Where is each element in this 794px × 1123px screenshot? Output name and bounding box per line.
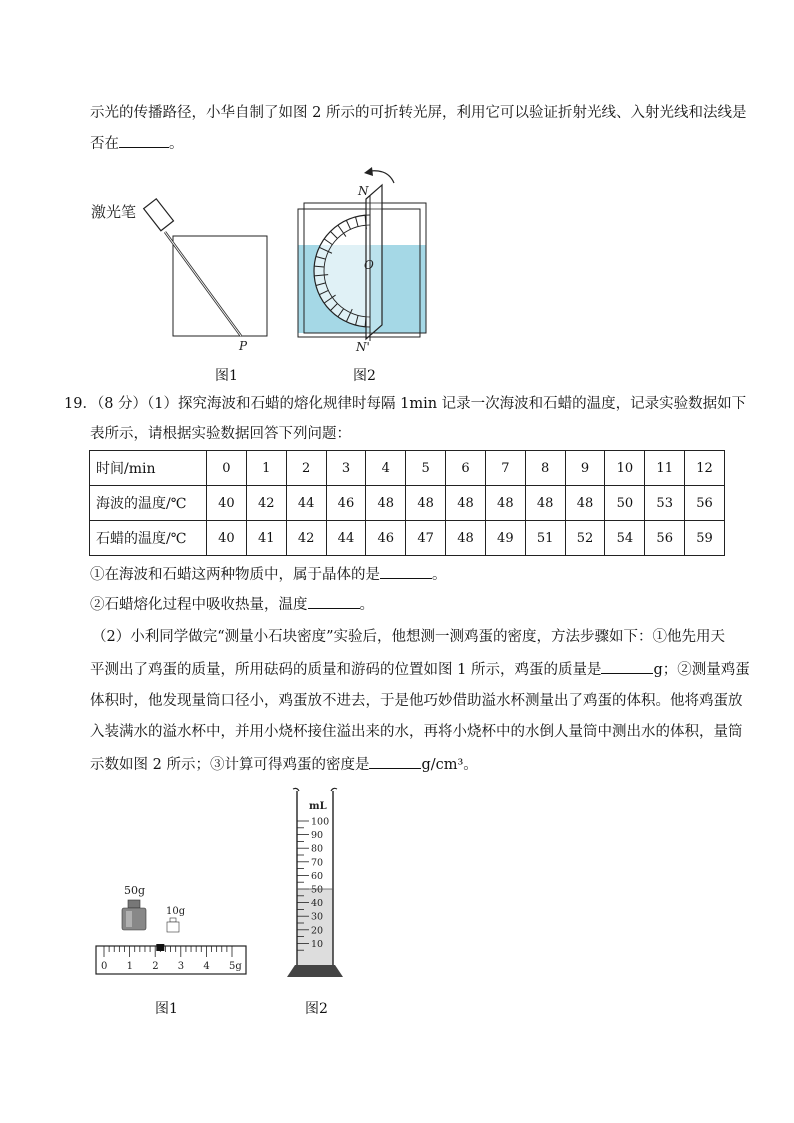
table-cell: 42	[286, 521, 326, 556]
figure-caption: 图2	[353, 368, 376, 384]
cylinder-tick-label: 70	[311, 857, 324, 869]
table-cell: 5	[406, 451, 446, 486]
cylinder-tick-label: 60	[311, 870, 324, 882]
cylinder-tick-label: 30	[311, 911, 324, 923]
weight-10g-label: 10g	[166, 906, 186, 917]
table-cell: 48	[366, 486, 406, 521]
paragraph-line	[90, 754, 478, 775]
sub-question	[90, 564, 447, 585]
cylinder-base	[287, 965, 343, 977]
table-cell: 46	[326, 486, 366, 521]
table-cell: 54	[605, 521, 645, 556]
table-cell: 52	[565, 521, 605, 556]
table-cell: 59	[685, 521, 725, 556]
text-segment: 示数如图 2 所示；③计算可得鸡蛋的密度是	[90, 757, 370, 773]
row-header: 石蜡的温度/℃	[90, 521, 207, 556]
data-table	[89, 450, 725, 556]
text-segment: 。	[169, 136, 184, 152]
cylinder-unit: mL	[309, 801, 327, 812]
table-cell: 4	[366, 451, 406, 486]
rider-tick-label: 4	[203, 961, 210, 972]
table-cell: 9	[565, 451, 605, 486]
table-cell: 0	[207, 451, 247, 486]
table-cell: 49	[485, 521, 525, 556]
paragraph-line: 体积时，他发现量筒口径小，鸡蛋放不进去，于是他巧妙借助溢水杯测量出了鸡蛋的体积。他将鸡蛋放	[90, 693, 743, 709]
cylinder-tick-label: 80	[311, 843, 324, 855]
table-cell: 11	[645, 451, 685, 486]
rider-scale	[96, 946, 246, 974]
table-cell: 56	[685, 486, 725, 521]
text-segment: 。	[359, 597, 374, 613]
table-cell: 8	[525, 451, 565, 486]
rider-marker[interactable]	[156, 944, 164, 951]
table-cell: 7	[485, 451, 525, 486]
text-segment: 平测出了鸡蛋的质量，所用砝码的质量和游码的位置如图 1 所示，鸡蛋的质量是	[90, 662, 602, 678]
text-segment: g；②测量鸡蛋	[653, 662, 750, 678]
label-o: O	[364, 258, 374, 272]
table-cell: 48	[446, 486, 486, 521]
figure-caption: 图2	[305, 1001, 328, 1017]
rider-tick-label: 0	[101, 961, 108, 972]
rider-tick-label: 2	[152, 961, 159, 972]
paragraph-line: 入装满水的溢水杯中，并用小烧杯接住溢出来的水，再将小烧杯中的水倒人量筒中测出水的体积，量筒	[90, 724, 743, 740]
cylinder-tick-label: 100	[311, 816, 330, 828]
table-cell: 2	[286, 451, 326, 486]
table-cell: 1	[246, 451, 286, 486]
table-cell: 3	[326, 451, 366, 486]
weight-10g-icon	[167, 918, 179, 932]
table-row	[90, 521, 725, 556]
table-cell: 44	[326, 521, 366, 556]
paragraph-line	[90, 659, 750, 680]
balance-weights-figure	[90, 880, 260, 985]
cylinder-tick-label: 20	[311, 925, 324, 937]
answer-blank[interactable]	[308, 594, 360, 609]
table-cell: 48	[446, 521, 486, 556]
rider-tick-label: 3	[177, 961, 185, 972]
laser-figure	[85, 190, 285, 360]
table-cell: 6	[446, 451, 486, 486]
text-segment: ②石蜡熔化过程中吸收热量，温度	[90, 597, 308, 613]
paragraph-line: （2）小利同学做完“测量小石块密度”实验后，他想测一测鸡蛋的密度，方法步骤如下：①他先用天	[92, 629, 726, 645]
question-line: 表所示，请根据实验数据回答下列问题：	[90, 426, 351, 442]
cylinder-tick-label: 40	[311, 898, 324, 910]
answer-blank[interactable]	[601, 659, 653, 674]
row-header: 海波的温度/℃	[90, 486, 207, 521]
table-cell: 56	[645, 521, 685, 556]
table-cell: 10	[605, 451, 645, 486]
table-cell: 51	[525, 521, 565, 556]
table-cell: 44	[286, 486, 326, 521]
table-cell: 47	[406, 521, 446, 556]
table-cell: 53	[645, 486, 685, 521]
weight-50g-icon	[122, 900, 146, 930]
paragraph-line: 示光的传播路径，小华自制了如图 2 所示的可折转光屏，利用它可以验证折射光线、入射光线和法线是	[90, 105, 747, 121]
cylinder-tick-label: 90	[311, 830, 324, 842]
table-cell: 40	[207, 521, 247, 556]
table-cell: 42	[246, 486, 286, 521]
table-cell: 48	[565, 486, 605, 521]
paragraph-line	[90, 133, 184, 154]
table-cell: 48	[406, 486, 446, 521]
table-row	[90, 486, 725, 521]
weight-50g-label: 50g	[124, 884, 146, 897]
cylinder-tick-label: 10	[311, 938, 324, 950]
text-segment: 否在	[90, 136, 119, 152]
table-cell: 46	[366, 521, 406, 556]
glass-block	[173, 236, 267, 336]
answer-blank[interactable]	[380, 564, 432, 579]
table-cell: 41	[246, 521, 286, 556]
text-segment: ①在海波和石蜡这两种物质中，属于晶体的是	[90, 567, 380, 583]
table-cell: 48	[485, 486, 525, 521]
table-cell: 50	[605, 486, 645, 521]
answer-blank[interactable]	[119, 133, 169, 148]
table-cell: 48	[525, 486, 565, 521]
rider-tick-label: 5g	[229, 961, 242, 972]
table-cell: 12	[685, 451, 725, 486]
table-row	[90, 451, 725, 486]
row-header: 时间/min	[90, 451, 207, 486]
label-n: N	[358, 184, 369, 198]
figure-caption: 图1	[155, 1001, 178, 1017]
laser-label: 激光笔	[91, 203, 137, 221]
table-cell: 40	[207, 486, 247, 521]
laser-pen	[144, 199, 174, 231]
refraction-screen-figure	[290, 165, 440, 360]
figure-caption: 图1	[215, 368, 238, 384]
point-p-label: P	[239, 339, 248, 353]
text-segment: 。	[432, 567, 447, 583]
text-segment: g/cm³。	[421, 757, 478, 773]
cylinder-tick-label: 50	[311, 884, 324, 896]
rotate-arrow-icon	[370, 171, 394, 183]
question-line: 19．（8 分）（1）探究海波和石蜡的熔化规律时每隔 1min 记录一次海波和石蜡的温度，记录实验数据如下	[64, 396, 747, 412]
graduated-cylinder-figure	[285, 785, 355, 985]
label-n-prime: N'	[356, 340, 370, 354]
sub-question	[90, 594, 374, 615]
rider-tick-label: 1	[126, 961, 133, 972]
answer-blank[interactable]	[369, 754, 421, 769]
